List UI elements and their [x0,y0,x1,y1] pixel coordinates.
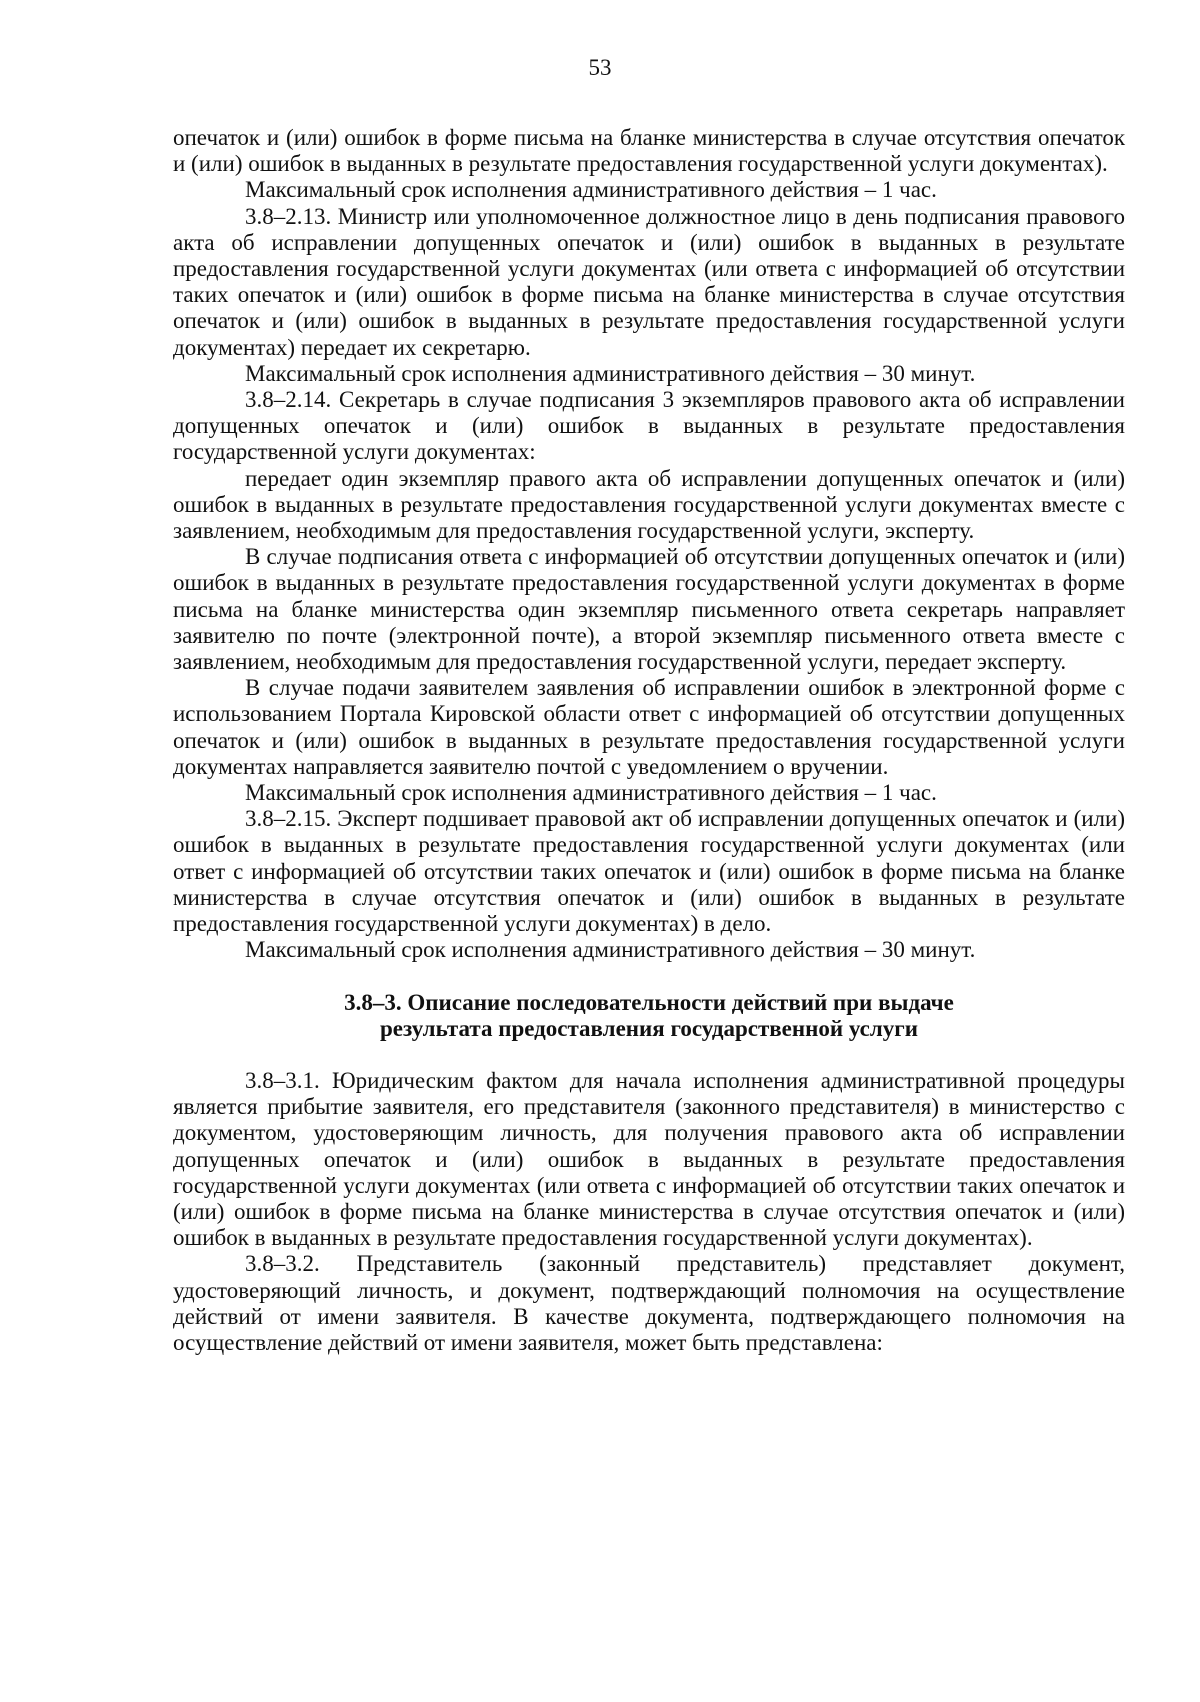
section-heading [173,990,1125,1042]
paragraph-3-8-2-15: 3.8–2.15. Эксперт подшивает правовой акт об исправлении допущенных опечаток и (или) ошибок в выданных в результате предоставления государственной услуги документах (или ответ с информацией об отсутствии таких опечаток и (или) ошибок в форме письма на бланке министерства в случае отсутствия опечаток и (или) ошибок в выданных в результате предоставления государственной услуги документах) в дело. [173,806,1125,937]
paragraph-transfer-copy: передает один экземпляр правого акта об исправлении допущенных опечаток и (или) ошибок в выданных в результате предоставления государственной услуги документах вместе с заявлением, необходимым для предоставления государственной услуги, эксперту. [173,465,1125,544]
paragraph-signing-response: В случае подписания ответа с информацией об отсутствии допущенных опечаток и (или) ошибок в выданных в результате предоставления государственной услуги документах в форме письма на бланке министерства один экземпляр письменного ответа секретарь направляет заявителю по почте (электронной почте), а второй экземпляр письменного ответа вместе с заявлением, необходимым для предоставления государственной услуги, передает эксперту. [173,544,1125,675]
paragraph-deadline-30min-second: Максимальный срок исполнения административного действия – 30 минут. [245,937,976,963]
section-heading-line-1: 3.8–3. Описание последовательности действий при выдаче [344,989,954,1015]
section-heading-line-2: результата предоставления государственной услуги [380,1015,918,1041]
paragraph-deadline-30min: Максимальный срок исполнения административного действия – 30 минут. [245,360,976,386]
paragraph-3-8-2-14: 3.8–2.14. Секретарь в случае подписания 3 экземпляров правового акта об исправлении допущенных опечаток и (или) ошибок в выданных в результате предоставления государственной услуги документах: [173,387,1125,465]
paragraphs-top [173,125,1125,964]
page-number: 53 [588,55,612,80]
paragraph-3-8-2-13: 3.8–2.13. Министр или уполномоченное должностное лицо в день подписания правового акта об исправлении допущенных опечаток и (или) ошибок в выданных в результате предоставления государственной услуги документах (или ответа с информацией об отсутствии таких опечаток и (или) ошибок в форме письма на бланке министерства в случае отсутствия опечаток и (или) ошибок в выданных в результате предоставления государственной услуги документах) передает их секретарю. [173,203,1125,360]
paragraph-3-8-3-1: 3.8–3.1. Юридическим фактом для начала исполнения административной процедуры является прибытие заявителя, его представителя (законного представителя) в министерство с документом, удостоверяющим личность, для получения правового акта об исправлении допущенных опечаток и (или) ошибок в выданных в результате предоставления государственной услуги документах (или ответа с информацией об отсутствии таких опечаток и (или) ошибок в форме письма на бланке министерства в случае отсутствия опечаток и (или) ошибок в выданных в результате предоставления государственной услуги документах). [173,1067,1125,1251]
paragraph-3-8-3-2: 3.8–3.2. Представитель (законный представитель) представляет документ, удостоверяющий личность, и документ, подтверждающий полномочия на осуществление действий от имени заявителя. В качестве документа, подтверждающего полномочия на осуществление действий от имени заявителя, может быть представлена: [173,1251,1125,1355]
document-body [173,125,1125,1356]
paragraphs-bottom [173,1068,1125,1356]
paragraph-deadline-1h: Максимальный срок исполнения административного действия – 1 час. [245,177,937,203]
paragraph-continuation: опечаток и (или) ошибок в форме письма на бланке министерства в случае отсутствия опечаток и (или) ошибок в выданных в результате предоставления государственной услуги документах). [173,125,1125,177]
paragraph-electronic-application: В случае подачи заявителем заявления об исправлении ошибок в электронной форме с использованием Портала Кировской области ответ с информацией об отсутствии допущенных опечаток и (или) ошибок в выданных в результате предоставления государственной услуги документах направляется заявителю почтой с уведомлением о вручении. [173,675,1125,779]
paragraph-deadline-1h-second: Максимальный срок исполнения административного действия – 1 час. [245,780,937,806]
